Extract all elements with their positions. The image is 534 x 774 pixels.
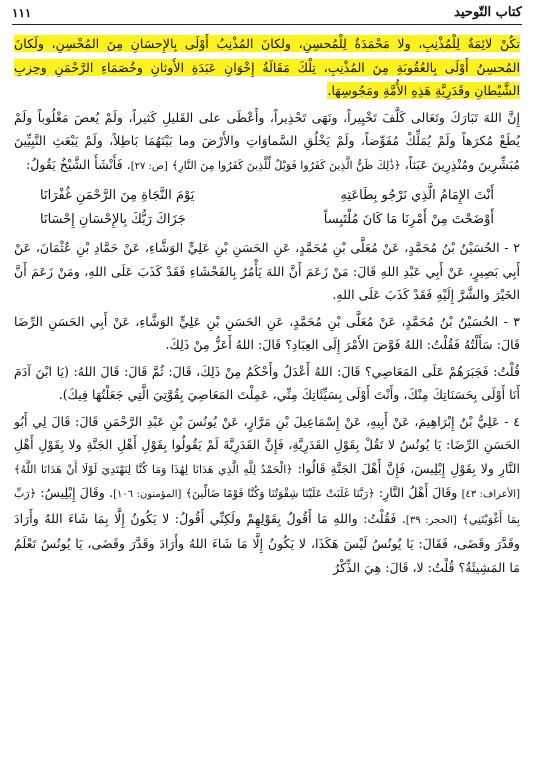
hadith-3-continued: قُلْتُ: فَجَبَرَهُمْ عَلَى المَعَاصِي؟ قَالَ: اللهُ أَعْدَلُ وأَحْكَمُ مِنْ ذَلِكَ، قَالَ: ثُمَّ قَالَ: قَالَ اللهُ: (يَا ابْنَ آدَمَ أَنَا أَوْلَى بِحَسَنَاتِكَ مِنْكَ، وأَنْتَ أَوْلَى بِسَيِّئَاتِكَ مِنِّي، عَمِلْتَ المَعَاصِيَ بِقُوَّتِيَ الَّتِي جَعَلْتُهَا فِيكَ). — [14, 363, 520, 402]
paragraph-1-text: إِنَّ اللهَ تَبَارَكَ وتَعَالى كَلَّفَ تَخْيِيراً، ونَهَى تَحْذِيراً، وأَعْطَى على القَليلِ كَثيراً، ولَمْ يُعصَ مَغْلُوباً ولَمْ يُطَعْ مُكرَهاً ولَمْ يُمَلِّكْ مُفَوِّضاً، ولَمْ يَخْلُقِ السَّماوَاتِ والأَرْضَ وما بَيْنَهُمَا بَاطِلاً، ولَمْ يَبْعَثِ النَّبِيِّينَ مُبَشِّرِينَ ومُنْذِرِينَ عَبَثاً، — [14, 109, 520, 172]
verse-second-hemistich: جَزَاكَ رَبُّكَ بِالإِحْسَانِ إِحْسَانَا — [40, 212, 186, 227]
highlighted-passage — [14, 32, 520, 103]
hadith-4-tail: . فَقُلْتُ: واللهِ مَا أَقُولُ بِقَوْلِهِمْ ولَكِنِّي أَقُولُ: لا يَكُونُ إِلَّا بِمَا شَاءَ اللهُ وأَرَادَ وقَدَّرَ وقَضَى، فَقَالَ: يَا يُونُسُ لَيْسَ هَكَذَا، لا يَكُونُ إِلَّا مَا شَاءَ اللهُ وأَرَادَ وقَدَّرَ وقَضَى، يَا يُونُسُ تَعْلَمُ مَا المَشِيئَةُ؟ قُلْتُ: لا، قَالَ: هِيَ الذِّكْرُ — [14, 510, 520, 575]
quran-verse: ﴿رَبَّنَا غَلَبَتْ عَلَيْنَا شِقْوَتُنَا وَكُنَّا قَوْمًا ضَالِّينَ﴾ — [185, 487, 375, 500]
page-number: ١١١ — [12, 6, 32, 20]
hadith-2: ٢ - الحُسَيْنُ بْنُ مُحَمَّدٍ، عَنْ مُعَلَّى بْنِ مُحَمَّدٍ، عَنِ الحَسَنِ بْنِ عَلِيٍّ الوَشَّاءِ، عَنْ حَمَّادِ بْنِ عُثْمَانَ، عَنْ أَبِي بَصِيرٍ، عَنْ أَبِي عَبْدِ اللهِ قَالَ: مَنْ زَعَمَ أَنَّ اللهَ يَأْمُرُ بِالفَحْشَاءِ فَقَدْ كَذَبَ عَلَى اللهِ، ومَنْ زَعَمَ أَنَّ الخَيْرَ والشَّرَّ إِلَيْهِ فَقَدْ كَذَبَ عَلَى اللهِ. — [14, 240, 520, 302]
hadith-4-text: . وقَالَ إِبْلِيسُ: — [40, 485, 114, 500]
yellow-highlight: تكُنْ لائِمَةٌ لِلْمُذْنِبِ، ولا مَحْمَدَةٌ لِلْمُحسِنِ، ولكانَ المُذْنِبُ أَوْلَى بِالإِحسَانِ مِنَ المُحْسِنِ، ولَكانَ المُحسِنُ أَوْلَى بِالعُقُوبَةِ مِنَ المُذْنِبِ، تِلْكَ مَقَالَةُ إِخْوَانِ عَبَدَةِ الأَوثانِ وخُصَمَاءِ الرَّحْمَنِ وحِزبِ الشَّيْطانِ وقَدَرِيَّةِ هَذِهِ الأُمَّةِ ومَجُوسِهَا. — [14, 36, 520, 98]
verse-reference: [ص: ٢٧] — [130, 160, 168, 172]
quran-verse: ﴿الْحَمْدُ لِلَّهِ الَّذِي هَدَانَا لِهَٰذَا وَمَا كُنَّا لِنَهْتَدِيَ لَوْلَا أَنْ هَدَانَا اللَّهُ﴾ — [14, 462, 293, 476]
hadith-4 — [14, 410, 520, 580]
verse-first-hemistich: أَوْضَحْتَ مِنْ أَمْرِنَا مَا كَانَ مُلْتَبِساً — [323, 212, 494, 227]
verse-reference: [الأعراف: ٤٣] — [461, 489, 520, 500]
verse-reference: [الحجر: ٣٩] — [405, 514, 457, 526]
paragraph-1-tail: . فَأَنْشَأَ الشَّيْخُ يَقُولُ: — [25, 156, 131, 172]
book-title: كتاب التّوحيد — [454, 5, 522, 20]
paragraph-1 — [14, 106, 520, 179]
poem — [40, 184, 494, 232]
poem-verse — [40, 184, 494, 208]
hadith-4-text: وقَالَ أَهْلُ النَّارِ: — [378, 485, 458, 500]
verse-first-hemistich: أَنْتَ الإِمَامُ الَّذِي نَرْجُو بِطَاعَتِهِ — [340, 188, 494, 203]
verse-reference: [المؤمنون: ١٠٦] — [113, 489, 182, 500]
page-header — [12, 4, 522, 25]
quran-verse: ﴿رَبِّ بِمَا أَغْوَيْتَنِي﴾ — [14, 487, 520, 526]
hadith-3: ٣ - الحُسَيْنُ بْنُ مُحَمَّدٍ، عَنْ مُعَلَّى بْنِ مُحَمَّدٍ، عَنِ الحَسَنِ بْنِ عَلِيٍّ الوَشَّاءِ، عَنْ أَبِي الحَسَنِ الرِّضَا قَالَ: سَأَلْتُهُ فَقُلْتُ: اللهُ فَوَّضَ الأَمْرَ إِلَى العِبَادِ؟ قَالَ: اللهُ أَعَزُّ مِنْ ذَلِكَ. — [14, 313, 520, 352]
verse-second-hemistich: يَوْمَ النَّجَاةِ مِنَ الرَّحْمَنِ غُفْرَانَا — [40, 188, 195, 203]
hadith-4-text: ٤ - عَلِيُّ بْنُ إِبْرَاهِيمَ، عَنْ أَبِيهِ، عَنْ إِسْمَاعِيلَ بْنِ مَرَّارٍ، عَنْ يُونُسَ بْنِ عَبْدِ الرَّحْمَنِ قَالَ: قَالَ لِي أَبُو الحَسَنِ الرِّضَا: يَا يُونُسُ لا تَقُلْ بِقَوْلِ القَدَرِيَّةِ، فَإِنَّ القَدَرِيَّةَ لَمْ يَقُولُوا بِقَوْلِ أَهْلِ الجَنَّةِ ولا بِقَوْلِ أَهْلِ النَّارِ ولا بِقَوْلِ إِبْلِيسَ، فَإِنَّ أَهْلَ الجَنَّةِ قَالُوا: — [14, 413, 520, 476]
page-body — [14, 32, 520, 582]
poem-verse — [40, 208, 494, 232]
quran-verse: ﴿ذَٰلِكَ ظَنُّ الَّذِينَ كَفَرُوا فَوَيْلٌ لِّلَّذِينَ كَفَرُوا مِنَ النَّارِ﴾ — [171, 158, 401, 172]
